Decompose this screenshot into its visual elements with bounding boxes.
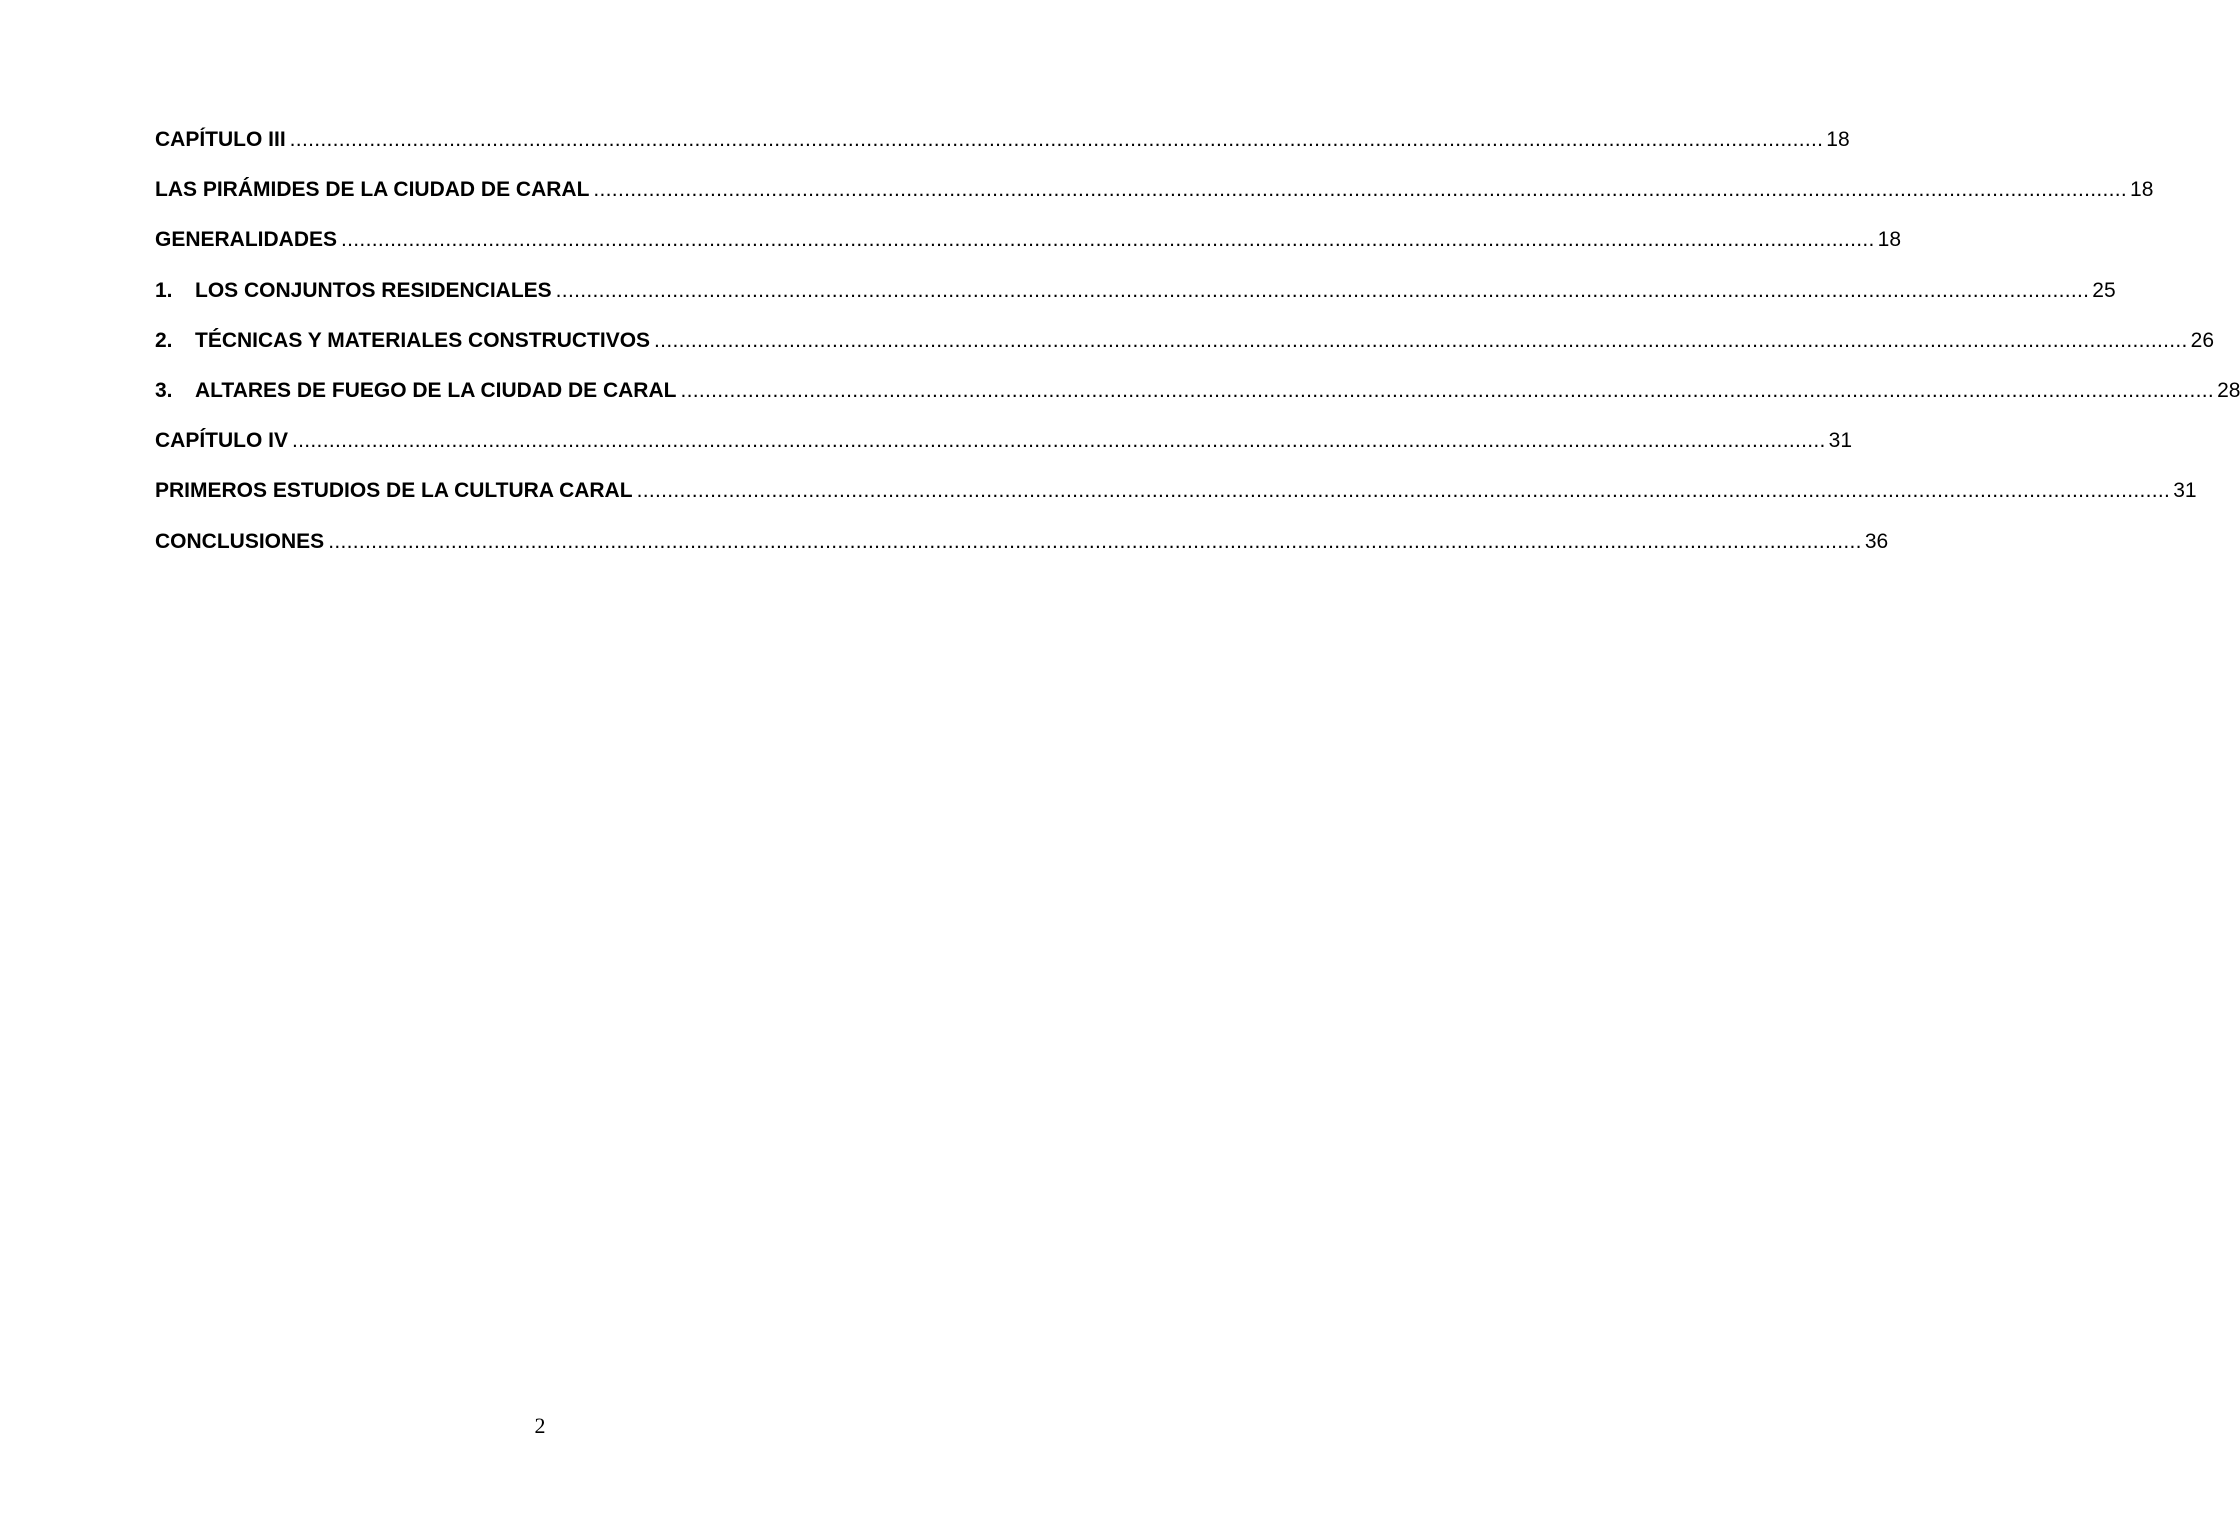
toc-dot-leader: .......................................................................................................................................................................................................................................................... (654, 328, 2188, 352)
toc-entry-page: 18 (2130, 178, 2154, 202)
toc-entry-altares-de-fuego[interactable] (155, 376, 2240, 426)
page-number: 2 (534, 1413, 546, 1438)
toc-entry-title: ALTARES DE FUEGO DE LA CIUDAD DE CARAL (195, 378, 677, 402)
toc-entry-title: CONCLUSIONES (155, 529, 325, 553)
toc-dot-leader: .......................................................................................................................................................................................................................................................... (680, 378, 2215, 402)
toc-entry-title: TÉCNICAS Y MATERIALES CONSTRUCTIVOS (195, 328, 651, 352)
toc-entry-capitulo-iv[interactable] (155, 426, 1852, 476)
toc-entry-page: 31 (2173, 479, 2197, 503)
toc-entry-title: LOS CONJUNTOS RESIDENCIALES (195, 278, 552, 302)
toc-entry-las-piramides[interactable] (155, 175, 2154, 225)
toc-entry-number: 2. (155, 328, 173, 352)
toc-entry-title: PRIMEROS ESTUDIOS DE LA CULTURA CARAL (155, 479, 633, 503)
toc-entry-conclusiones[interactable] (155, 527, 1889, 577)
toc-entry-title: CAPÍTULO IV (155, 429, 289, 453)
toc-entry-number: 1. (155, 278, 173, 302)
toc-entry-primeros-estudios[interactable] (155, 476, 2197, 526)
toc-dot-leader: .......................................................................................................................................................................................................................................................... (636, 479, 2171, 503)
toc-entry-conjuntos-residenciales[interactable] (155, 276, 2116, 326)
toc-entry-capitulo-iii[interactable] (155, 125, 1850, 175)
toc-dot-leader: .......................................................................................................................................................................................................................................................... (292, 429, 1826, 453)
toc-dot-leader: .......................................................................................................................................................................................................................................................... (328, 529, 1862, 553)
toc-entry-page: 28 (2217, 378, 2240, 402)
toc-entry-generalidades[interactable] (155, 225, 1902, 275)
toc-entry-page: 18 (1877, 228, 1902, 252)
toc-entry-title: CAPÍTULO III (155, 128, 286, 151)
toc-dot-leader: .......................................................................................................................................................................................................................................................... (341, 228, 1875, 252)
toc-entry-number: 3. (155, 378, 173, 402)
toc-entry-title: LAS PIRÁMIDES DE LA CIUDAD DE CARAL (155, 178, 590, 202)
toc-entry-page: 25 (2092, 278, 2116, 302)
toc-entry-page: 31 (1828, 429, 1852, 453)
toc-dot-leader: .......................................................................................................................................................................................................................................................... (289, 128, 1824, 151)
toc-entry-page: 18 (1826, 128, 1850, 151)
toc-entry-tecnicas-materiales[interactable] (155, 326, 2215, 376)
toc-dot-leader: .......................................................................................................................................................................................................................................................... (593, 178, 2128, 202)
toc-entry-page: 26 (2190, 328, 2215, 352)
table-of-contents (155, 125, 2240, 577)
toc-entry-title: GENERALIDADES (155, 228, 338, 252)
toc-entry-page: 36 (1864, 529, 1889, 553)
toc-dot-leader: .......................................................................................................................................................................................................................................................... (555, 278, 2090, 302)
